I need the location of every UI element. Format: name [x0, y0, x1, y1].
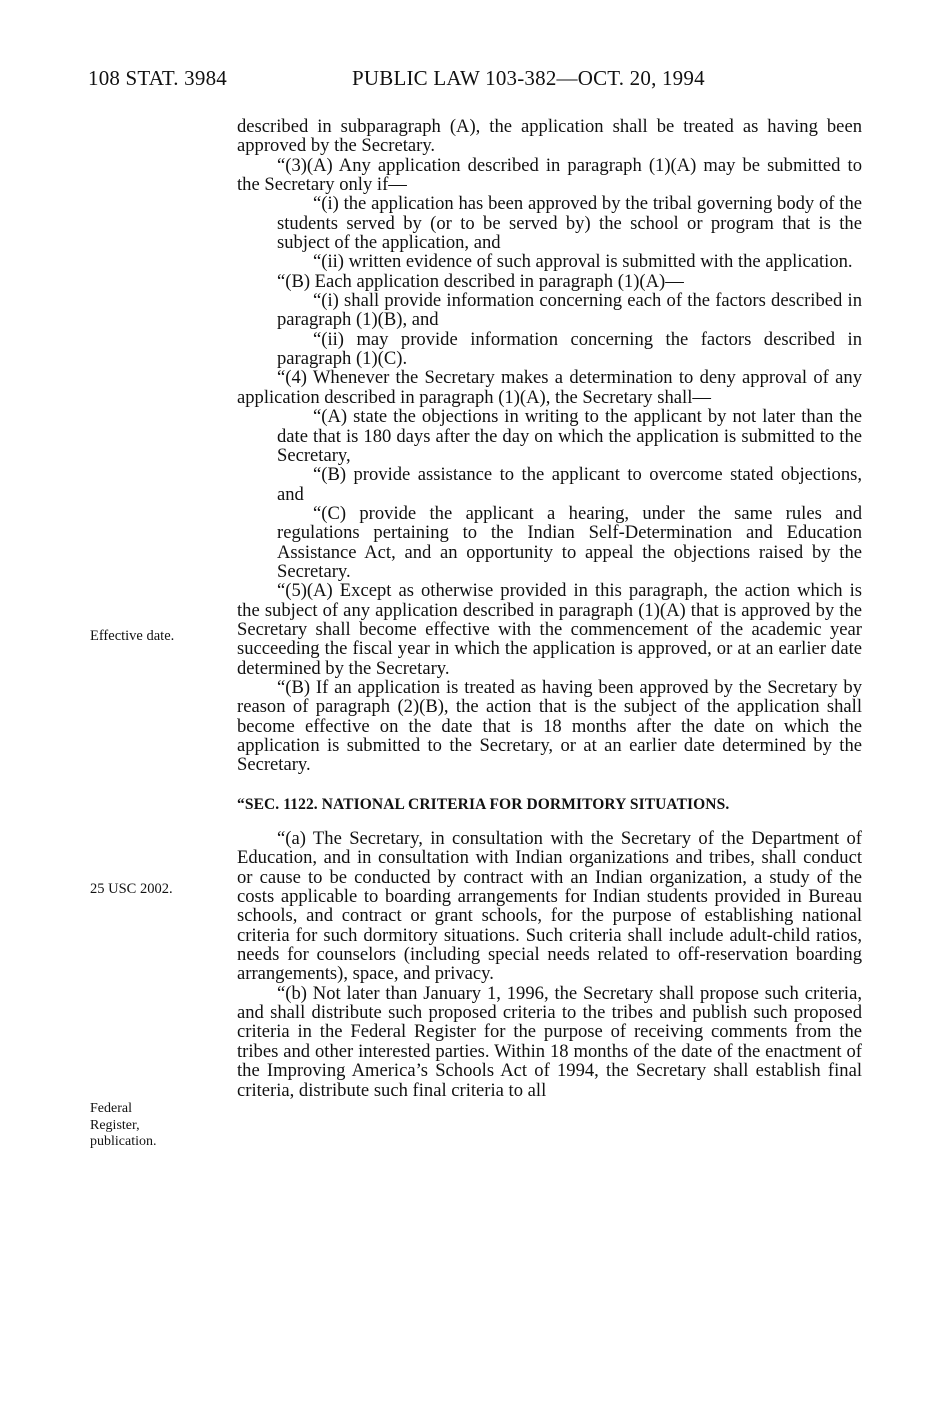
- margin-note-federal-register-line-3: publication.: [90, 1134, 157, 1149]
- paragraph-3-a-ii: “(ii) written evidence of such approval is submitted with the application.: [313, 251, 853, 273]
- paragraph-4-c: “(C) provide the applicant a hearing, under the same rules and regulations pertaining to the Indian Self-Determination and Education Assistance Act, and an opportunity to appeal the objections raised by the Secretary.: [277, 502, 862, 582]
- section-heading: “SEC. 1122. NATIONAL CRITERIA FOR DORMITORY SITUATIONS.: [237, 795, 730, 813]
- statute-body-text: [237, 117, 862, 1100]
- margin-note-federal-register: [90, 1101, 220, 1151]
- paragraph-5-b: “(B) If an application is treated as having been approved by the Secretary by reason of paragraph (2)(B), the action that is the subject of the application shall become effective on the date that is 18 months after the date on which the application is submitted to the Secretary, or at an earlier date determined by the Secretary.: [237, 676, 862, 776]
- paragraph-continuation: described in subparagraph (A), the application shall be treated as having been approved by the Secretary.: [237, 116, 862, 157]
- paragraph-4: “(4) Whenever the Secretary makes a determination to deny approval of any application described in paragraph (1)(A), the Secretary shall—: [237, 367, 862, 408]
- public-law-title: PUBLIC LAW 103-382—OCT. 20, 1994: [352, 66, 705, 90]
- paragraph-3-a: “(3)(A) Any application described in paragraph (1)(A) may be submitted to the Secretary only if—: [237, 154, 862, 196]
- paragraph-3-b: “(B) Each application described in paragraph (1)(A)—: [277, 270, 684, 292]
- statute-page-number: 108 STAT. 3984: [88, 66, 227, 90]
- paragraph-3-b-i: “(i) shall provide information concerning each of the factors described in paragraph (1)(B), and: [277, 290, 862, 331]
- paragraph-5-a: “(5)(A) Except as otherwise provided in this paragraph, the action which is the subject of any application described in paragraph (1)(A) that is approved by the Secretary shall become effective with the commencement of the academic year succeeding the fiscal year in which the application is approved, or at an earlier date determined by the Secretary.: [237, 580, 862, 679]
- paragraph-sec-1122-b: “(b) Not later than January 1, 1996, the Secretary shall propose such criteria, and shall distribute such proposed criteria to the tribes and publish such proposed criteria in the Federal Register for the purpose of receiving comments from the tribes and other interested parties. Within 18 months of the date of the enactment of the Improving America’s Schools Act of 1994, the Secretary shall establish final criteria, distribute such final criteria to all: [237, 982, 862, 1101]
- paragraph-sec-1122-a: “(a) The Secretary, in consultation with the Secretary of the Department of Education, and in consultation with Indian organizations and tribes, shall conduct or cause to be conducted by contract with an Indian organization, a study of the costs applicable to boarding arrangements for Indian students provided in Bureau schools, and contract or grant schools, for the purpose of establishing national criteria for such dormitory situations. Such criteria shall include adult-child ratios, needs for counselors (including special needs related to off-reservation boarding arrangements), space, and privacy.: [237, 828, 862, 985]
- margin-note-federal-register-line-2: Register,: [90, 1117, 140, 1133]
- margin-note-usc: 25 USC 2002.: [90, 881, 173, 897]
- paragraph-3-b-ii: “(ii) may provide information concerning the factors described in paragraph (1)(C).: [277, 328, 862, 370]
- paragraph-4-a: “(A) state the objections in writing to the applicant by not later than the date that is 180 days after the day on which the application is submitted to the Secretary,: [277, 406, 862, 466]
- page-header: [88, 66, 888, 94]
- paragraph-4-b: “(B) provide assistance to the applicant to overcome stated objections, and: [277, 464, 862, 505]
- margin-note-effective-date: Effective date.: [90, 628, 175, 644]
- paragraph-3-a-i: “(i) the application has been approved by the tribal governing body of the students served by (or to be served by) the school or program that is the subject of the application, and: [277, 193, 862, 254]
- margin-note-federal-register-line-1: Federal: [90, 1101, 132, 1116]
